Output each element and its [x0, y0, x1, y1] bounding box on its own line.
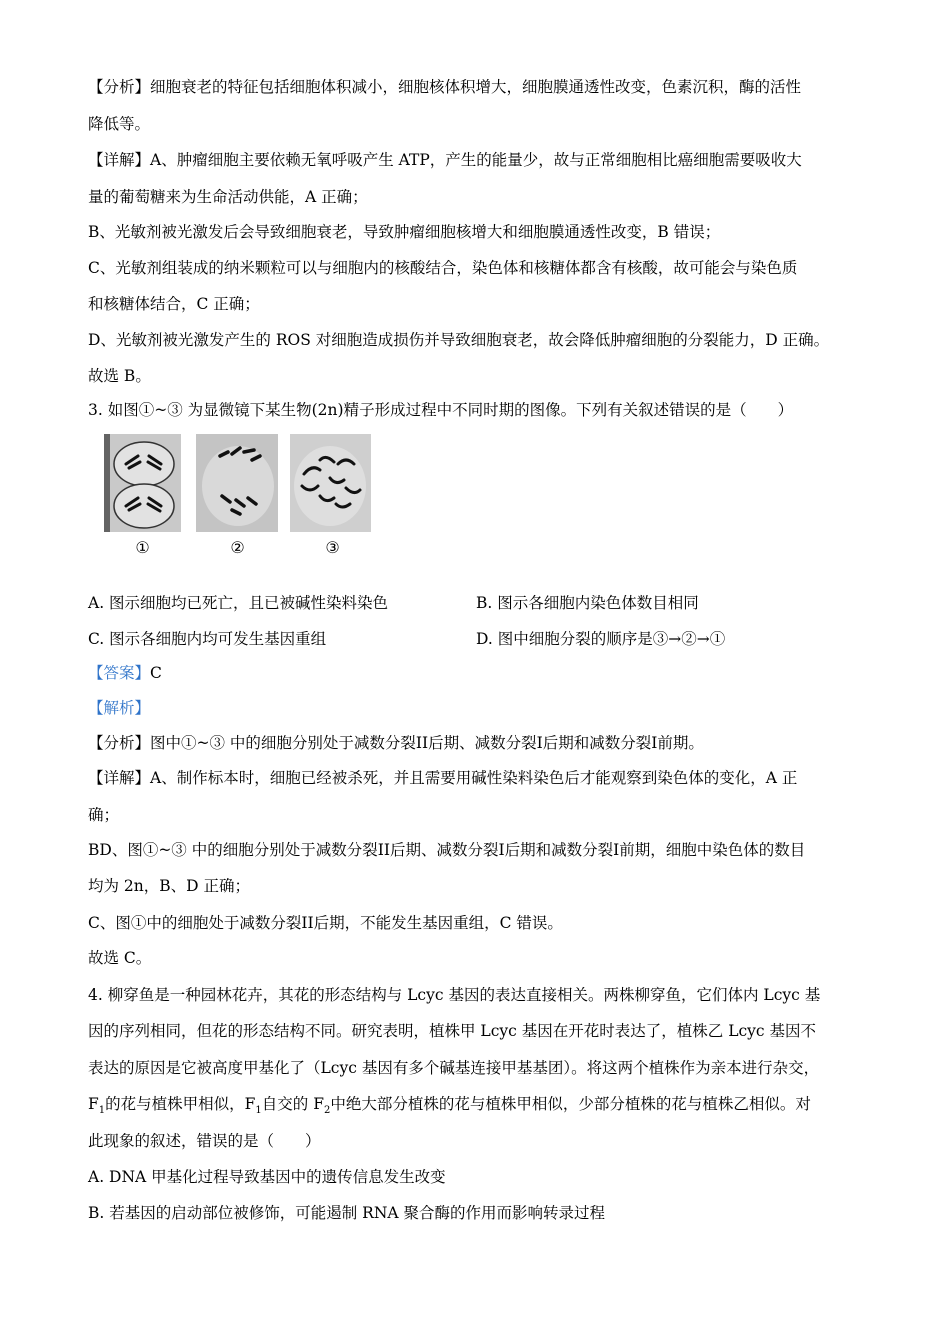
- q3-explanation-label: 【解析】: [88, 699, 151, 717]
- q2-detail-line-2: 量的葡萄糖来为生命活动供能，A 正确；: [88, 188, 368, 206]
- q2-option-b-explanation: B、光敏剂被光激发后会导致细胞衰老，导致肿瘤细胞核增大和细胞膜通透性改变，B 错误；: [88, 223, 721, 241]
- q3-option-a: A. 图示细胞均已死亡，且已被碱性染料染色: [88, 594, 389, 612]
- q3-answer-label: 【答案】: [88, 664, 151, 682]
- q2-analysis-line-2: 降低等。: [88, 115, 151, 133]
- q4-option-a: A. DNA 甲基化过程导致基因中的遗传信息发生改变: [88, 1168, 446, 1186]
- micrograph-3: [290, 434, 371, 532]
- q2-detail-line-1: 【详解】A、肿瘤细胞主要依赖无氧呼吸产生 ATP，产生的能量少，故与正常细胞相比癌细胞需要吸收大: [88, 151, 802, 169]
- q3-stem: 3. 如图①~③ 为显微镜下某生物(2n)精子形成过程中不同时期的图像。下列有关叙述错误的是（ ）: [88, 401, 794, 419]
- q4-stem-line-5: 此现象的叙述，错误的是（ ）: [88, 1132, 321, 1150]
- q3-analysis: 【分析】图中①~③ 中的细胞分别处于减数分裂II后期、减数分裂I后期和减数分裂I前期。: [88, 734, 704, 752]
- micrograph-3-label: ③: [325, 538, 340, 557]
- q3-option-bd-explanation-1: BD、图①~③ 中的细胞分别处于减数分裂II后期、减数分裂I后期和减数分裂I前期，细胞中染色体的数目: [88, 841, 806, 859]
- q3-choice: 故选 C。: [88, 949, 152, 967]
- q2-option-c-explanation-1: C、光敏剂组装成的纳米颗粒可以与细胞内的核酸结合，染色体和核糖体都含有核酸，故可能会与染色质: [88, 259, 798, 277]
- q2-detail-label: 【详解】: [88, 151, 151, 169]
- q2-option-d-explanation: D、光敏剂被光激发产生的 ROS 对细胞造成损伤并导致细胞衰老，故会降低肿瘤细胞的分裂能力，D 正确。: [88, 331, 830, 349]
- q3-option-c: C. 图示各细胞内均可发生基因重组: [88, 630, 327, 648]
- micrograph-2: [196, 434, 278, 532]
- q3-option-c-explanation: C、图①中的细胞处于减数分裂II后期，不能发生基因重组，C 错误。: [88, 914, 563, 932]
- q3-detail-label: 【详解】: [88, 769, 151, 787]
- q2-analysis-label: 【分析】: [88, 78, 151, 96]
- q4-stem-line-4: $F_1$的花与植株甲相似，$F_1$自交的 $F_2$中绝大部分植株的花与植株甲相似，少部分植株的花与植株乙相似。对: [88, 1095, 811, 1117]
- q3-option-b: B. 图示各细胞内染色体数目相同: [476, 594, 699, 612]
- q2-option-c-explanation-2: 和核糖体结合，C 正确；: [88, 295, 260, 313]
- q3-detail-line-2: 确；: [88, 806, 120, 824]
- q3-option-bd-explanation-2: 均为 2n，B、D 正确；: [88, 877, 251, 895]
- q2-choice: 故选 B。: [88, 367, 151, 385]
- q4-stem-line-1: 4. 柳穿鱼是一种园林花卉，其花的形态结构与 Lcyc 基因的表达直接相关。两株柳穿鱼，它们体内 Lcyc 基: [88, 986, 821, 1004]
- q3-detail-line-1: 【详解】A、制作标本时，细胞已经被杀死，并且需要用碱性染料染色后才能观察到染色体的变化，A 正: [88, 769, 798, 787]
- q3-analysis-label: 【分析】: [88, 734, 151, 752]
- q4-stem-line-3: 表达的原因是它被高度甲基化了（Lcyc 基因有多个碱基连接甲基基团）。将这两个植株作为亲本进行杂交，: [88, 1059, 820, 1077]
- micrograph-2-label: ②: [230, 538, 245, 557]
- micrograph-1-label: ①: [135, 538, 150, 557]
- q3-option-d: D. 图中细胞分裂的顺序是③→②→①: [476, 630, 726, 648]
- q3-answer: [88, 663, 162, 683]
- q4-option-b: B. 若基因的启动部位被修饰，可能遏制 RNA 聚合酶的作用而影响转录过程: [88, 1204, 606, 1222]
- q4-stem-line-2: 因的序列相同，但花的形态结构不同。研究表明，植株甲 Lcyc 基因在开花时表达了，植株乙 Lcyc 基因不: [88, 1022, 817, 1040]
- micrograph-1: [104, 434, 181, 532]
- q3-answer-value: C: [150, 664, 162, 682]
- q2-analysis-line-1: 【分析】细胞衰老的特征包括细胞体积减小，细胞核体积增大，细胞膜通透性改变，色素沉积，酶的活性: [88, 78, 802, 96]
